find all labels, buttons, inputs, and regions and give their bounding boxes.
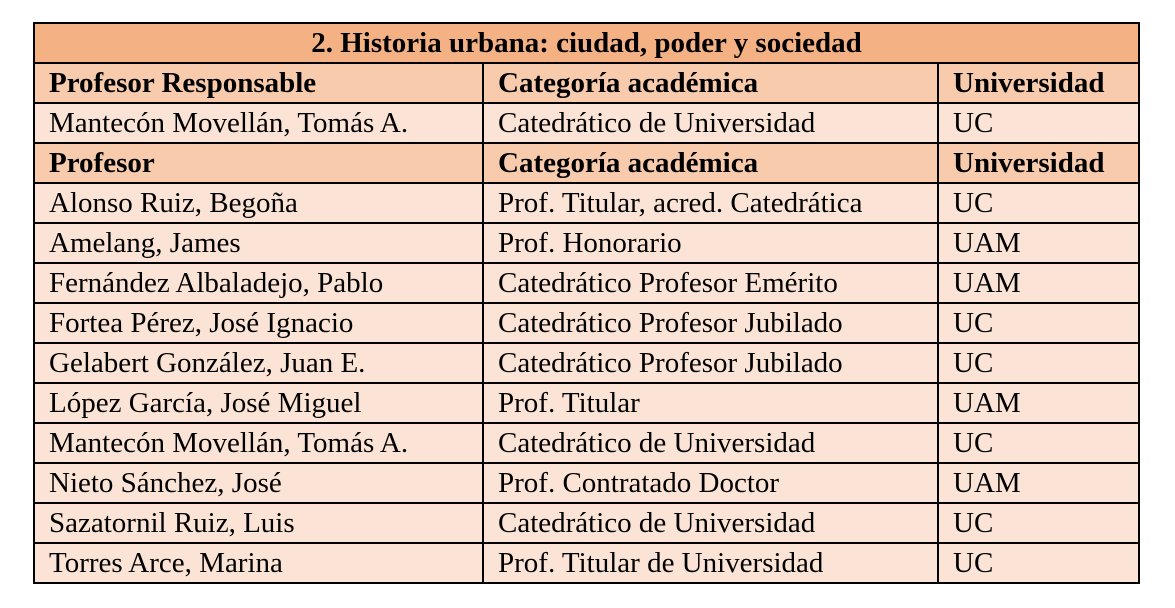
cell-name: Gelabert González, Juan E. [34,343,483,383]
table-row [34,103,1139,143]
header-academic-category: Categoría académica [483,63,938,103]
cell-name: Mantecón Movellán, Tomás A. [34,423,483,463]
table-title-row [34,23,1139,63]
cell-category: Catedrático de Universidad [483,103,938,143]
faculty-table [33,22,1140,584]
cell-university: UC [938,303,1139,343]
cell-category: Prof. Honorario [483,223,938,263]
cell-university: UAM [938,463,1139,503]
cell-name: Sazatornil Ruiz, Luis [34,503,483,543]
table-title: 2. Historia urbana: ciudad, poder y sociedad [34,23,1139,63]
table-row [34,223,1139,263]
cell-university: UAM [938,263,1139,303]
cell-name: Nieto Sánchez, José [34,463,483,503]
responsible-header-row [34,63,1139,103]
table-row [34,463,1139,503]
cell-university: UC [938,503,1139,543]
cell-university: UC [938,183,1139,223]
cell-university: UC [938,103,1139,143]
cell-name: Torres Arce, Marina [34,543,483,583]
cell-name: Fortea Pérez, José Ignacio [34,303,483,343]
cell-category: Catedrático de Universidad [483,503,938,543]
header-academic-category: Categoría académica [483,143,938,183]
table-row [34,303,1139,343]
cell-category: Catedrático Profesor Jubilado [483,303,938,343]
table-row [34,183,1139,223]
table-row [34,383,1139,423]
table-row [34,543,1139,583]
cell-category: Catedrático Profesor Jubilado [483,343,938,383]
table-row [34,423,1139,463]
cell-university: UAM [938,223,1139,263]
cell-category: Catedrático de Universidad [483,423,938,463]
cell-category: Prof. Contratado Doctor [483,463,938,503]
cell-name: López García, José Miguel [34,383,483,423]
table-row [34,263,1139,303]
header-professor: Profesor [34,143,483,183]
header-responsible-professor: Profesor Responsable [34,63,483,103]
cell-category: Prof. Titular de Universidad [483,543,938,583]
table-row [34,503,1139,543]
professor-header-row [34,143,1139,183]
cell-name: Alonso Ruiz, Begoña [34,183,483,223]
table-row [34,343,1139,383]
cell-category: Prof. Titular, acred. Catedrática [483,183,938,223]
header-university: Universidad [938,143,1139,183]
cell-university: UC [938,543,1139,583]
cell-university: UC [938,423,1139,463]
cell-university: UAM [938,383,1139,423]
cell-category: Catedrático Profesor Emérito [483,263,938,303]
cell-university: UC [938,343,1139,383]
cell-name: Amelang, James [34,223,483,263]
cell-category: Prof. Titular [483,383,938,423]
cell-name: Fernández Albaladejo, Pablo [34,263,483,303]
cell-name: Mantecón Movellán, Tomás A. [34,103,483,143]
header-university: Universidad [938,63,1139,103]
